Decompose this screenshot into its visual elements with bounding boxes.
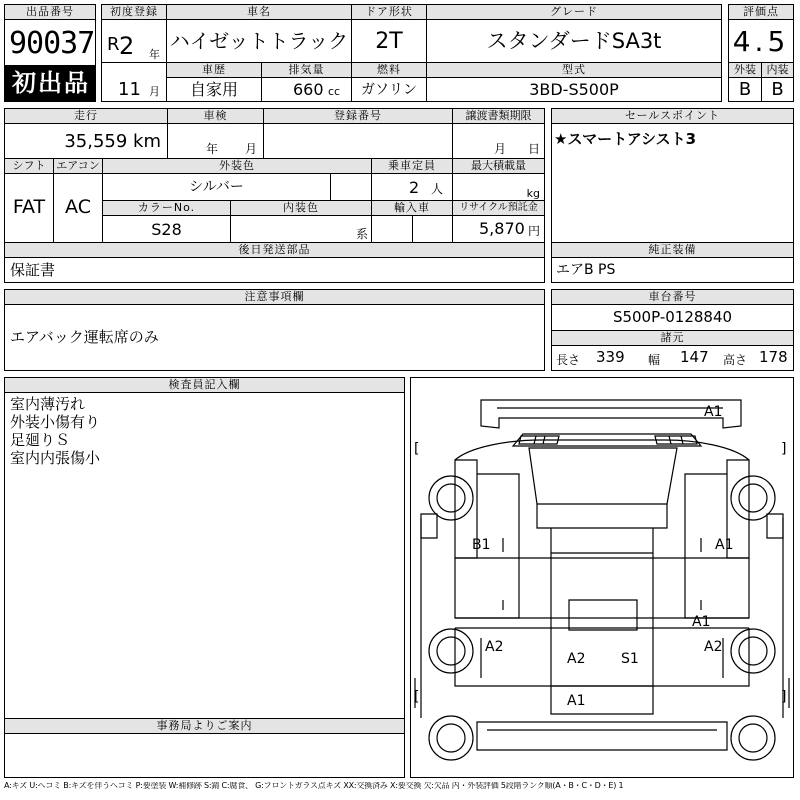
- displacement-box: [261, 77, 352, 102]
- later-parts-box: [4, 257, 545, 283]
- history: 自家用: [189, 80, 238, 99]
- model: 3BD-S500P: [529, 80, 619, 99]
- score-box: [728, 19, 794, 63]
- max-load-box: [452, 173, 545, 201]
- genuine-box: [551, 257, 794, 283]
- ext-color-box: [102, 173, 331, 201]
- ac-box: [53, 173, 103, 243]
- capacity-unit: 人: [431, 182, 444, 196]
- history-label: 車歴: [166, 62, 262, 78]
- max-load-label: 最大積載量: [452, 158, 545, 174]
- mileage: 35,559 km: [64, 131, 161, 152]
- mark-bracket-left-top: [: [414, 441, 420, 457]
- sales-point-box: [551, 123, 794, 243]
- truck-outline-drawing: [411, 378, 793, 777]
- shift-label: シフト: [4, 158, 54, 174]
- transfer-day-unit: 日: [528, 142, 541, 156]
- shift: FAT: [12, 196, 46, 218]
- int-color-unit: 系: [356, 227, 369, 241]
- car-name-box: [166, 19, 352, 63]
- inspector-box: [4, 392, 405, 719]
- grade-label: グレード: [426, 4, 722, 20]
- displacement-label: 排気量: [261, 62, 352, 78]
- reg-month-unit: 月: [149, 85, 160, 98]
- chassis: S500P-0128840: [612, 308, 733, 326]
- inspector-line-2: 外装小傷有り: [10, 413, 101, 431]
- first-listing-text: 初出品: [12, 69, 90, 97]
- inspection-year-unit: 年: [206, 142, 219, 156]
- import-label: 輸入車: [371, 200, 453, 216]
- transfer-label: 譲渡書類期限: [452, 108, 545, 124]
- mark-bracket-left-bottom: [: [414, 689, 420, 705]
- ext-color-extra-box: [330, 173, 372, 201]
- color-no: S28: [151, 220, 182, 239]
- reg-year-unit: 年: [149, 48, 160, 61]
- genuine-label: 純正装備: [551, 242, 794, 258]
- inspector-line-4: 室内内張傷小: [10, 449, 101, 467]
- later-parts-label: 後日発送部品: [4, 242, 545, 258]
- recycle-unit: 円: [528, 224, 541, 238]
- interior-grade-label: 内装: [761, 62, 794, 78]
- exterior-grade-label: 外装: [728, 62, 762, 78]
- fuel: ガソリン: [361, 82, 417, 98]
- shift-box: [4, 173, 54, 243]
- reg-month: 11: [118, 79, 141, 100]
- inspection-label: 車検: [167, 108, 264, 124]
- width-label: 幅: [648, 353, 661, 367]
- fuel-label: 燃料: [351, 62, 427, 78]
- int-color-label: 内装色: [230, 200, 372, 216]
- history-box: [166, 77, 262, 102]
- int-color-box: [230, 215, 372, 243]
- mark-rear-gate: A1: [567, 693, 586, 709]
- lot-number-label: 出品番号: [4, 4, 96, 20]
- mileage-label: 走行: [4, 108, 168, 124]
- door-type: 2T: [375, 29, 403, 54]
- dims-box: [551, 345, 794, 371]
- model-label: 型式: [426, 62, 722, 78]
- car-name-label: 車名: [166, 4, 352, 20]
- capacity: 2: [409, 178, 420, 197]
- office-box: [4, 733, 405, 778]
- color-no-label: カラーNo.: [102, 200, 231, 216]
- exterior-grade: B: [738, 79, 752, 100]
- inspector-label: 検査員記入欄: [4, 377, 405, 393]
- length: 339: [596, 348, 625, 366]
- exterior-grade-box: [728, 77, 762, 102]
- first-reg-box: [101, 19, 167, 63]
- score: 4.5: [732, 25, 790, 58]
- chassis-label: 車台番号: [551, 289, 794, 305]
- recycle: 5,870: [479, 219, 525, 238]
- sales-point-label: セールスポイント: [551, 108, 794, 124]
- genuine: エアB PS: [556, 262, 616, 278]
- displacement: 660: [293, 80, 324, 99]
- inspector-line-3: 足廻りＳ: [10, 431, 71, 449]
- recycle-box: [452, 215, 545, 243]
- ac: AC: [65, 196, 91, 218]
- first-listing-badge: [4, 65, 96, 102]
- height: 178: [759, 348, 788, 366]
- import-box-left: [371, 215, 413, 243]
- ac-label: エアコン: [53, 158, 103, 174]
- transfer-box: [452, 123, 545, 159]
- sales-point: ★スマートアシスト3: [554, 130, 697, 148]
- damage-diagram: [410, 377, 794, 778]
- width: 147: [680, 348, 709, 366]
- legend: A:キズ U:ヘコミ B:キズを伴うヘコミ P:要塗装 W:補修跡 S:錆 C:腐食、 G:フロントガラス点キズ XX:交換済み X:要交換 欠:欠品 内・外装評価 5段階ランク順(A・B・C・D・E) 1: [4, 782, 624, 790]
- mark-left-door: B1: [472, 537, 491, 553]
- first-reg-label: 初度登録: [101, 4, 167, 20]
- recycle-label: リサイクル預託金: [452, 200, 545, 216]
- lot-number-box: [4, 19, 96, 66]
- mark-bracket-right-bottom: ]: [781, 689, 787, 705]
- door-type-label: ドア形状: [351, 4, 427, 20]
- mileage-box: [4, 123, 168, 159]
- caution-label: 注意事項欄: [4, 289, 545, 305]
- inspection-month-unit: 月: [245, 142, 258, 156]
- inspector-line-1: 室内薄汚れ: [10, 395, 86, 413]
- max-load-unit: kg: [526, 187, 540, 200]
- caution: エアバック運転席のみ: [10, 328, 159, 346]
- color-no-box: [102, 215, 231, 243]
- plate-box: [263, 123, 453, 159]
- displacement-unit: cc: [328, 85, 341, 98]
- capacity-box: [371, 173, 453, 201]
- mark-right-door: A1: [715, 537, 734, 553]
- lot-number: 90037: [9, 26, 95, 61]
- fuel-box: [351, 77, 427, 102]
- mark-bracket-right-top: ]: [781, 441, 787, 457]
- mark-right-rear-fender: A2: [704, 639, 723, 655]
- mark-bed-left: A2: [567, 651, 586, 667]
- reg-month-box: [101, 62, 167, 102]
- import-box-right: [412, 215, 453, 243]
- score-label: 評価点: [728, 4, 794, 20]
- height-label: 高さ: [723, 353, 748, 367]
- capacity-label: 乗車定員: [371, 158, 453, 174]
- model-box: [426, 77, 722, 102]
- mark-bed-right: S1: [621, 651, 639, 667]
- mark-left-rear-fender: A2: [485, 639, 504, 655]
- ext-color: シルバー: [189, 179, 244, 195]
- chassis-box: [551, 304, 794, 331]
- ext-color-label: 外装色: [102, 158, 372, 174]
- later-parts: 保証書: [10, 261, 56, 279]
- inspection-box: [167, 123, 264, 159]
- interior-grade-box: [761, 77, 794, 102]
- door-type-box: [351, 19, 427, 63]
- mark-top-front: A1: [704, 404, 723, 420]
- dims-label: 諸元: [551, 330, 794, 346]
- grade-box: [426, 19, 722, 63]
- car-name: ハイゼットトラック: [169, 29, 349, 53]
- grade: スタンダードSA3t: [486, 29, 662, 53]
- era-letter: R: [107, 34, 120, 55]
- mark-right-sill: A1: [692, 614, 711, 630]
- plate-label: 登録番号: [263, 108, 453, 124]
- caution-box: [4, 304, 545, 371]
- length-label: 長さ: [556, 353, 581, 367]
- reg-year: 2: [119, 32, 135, 60]
- interior-grade: B: [771, 79, 784, 100]
- transfer-month-unit: 月: [494, 142, 507, 156]
- office-label: 事務局よりご案内: [4, 718, 405, 734]
